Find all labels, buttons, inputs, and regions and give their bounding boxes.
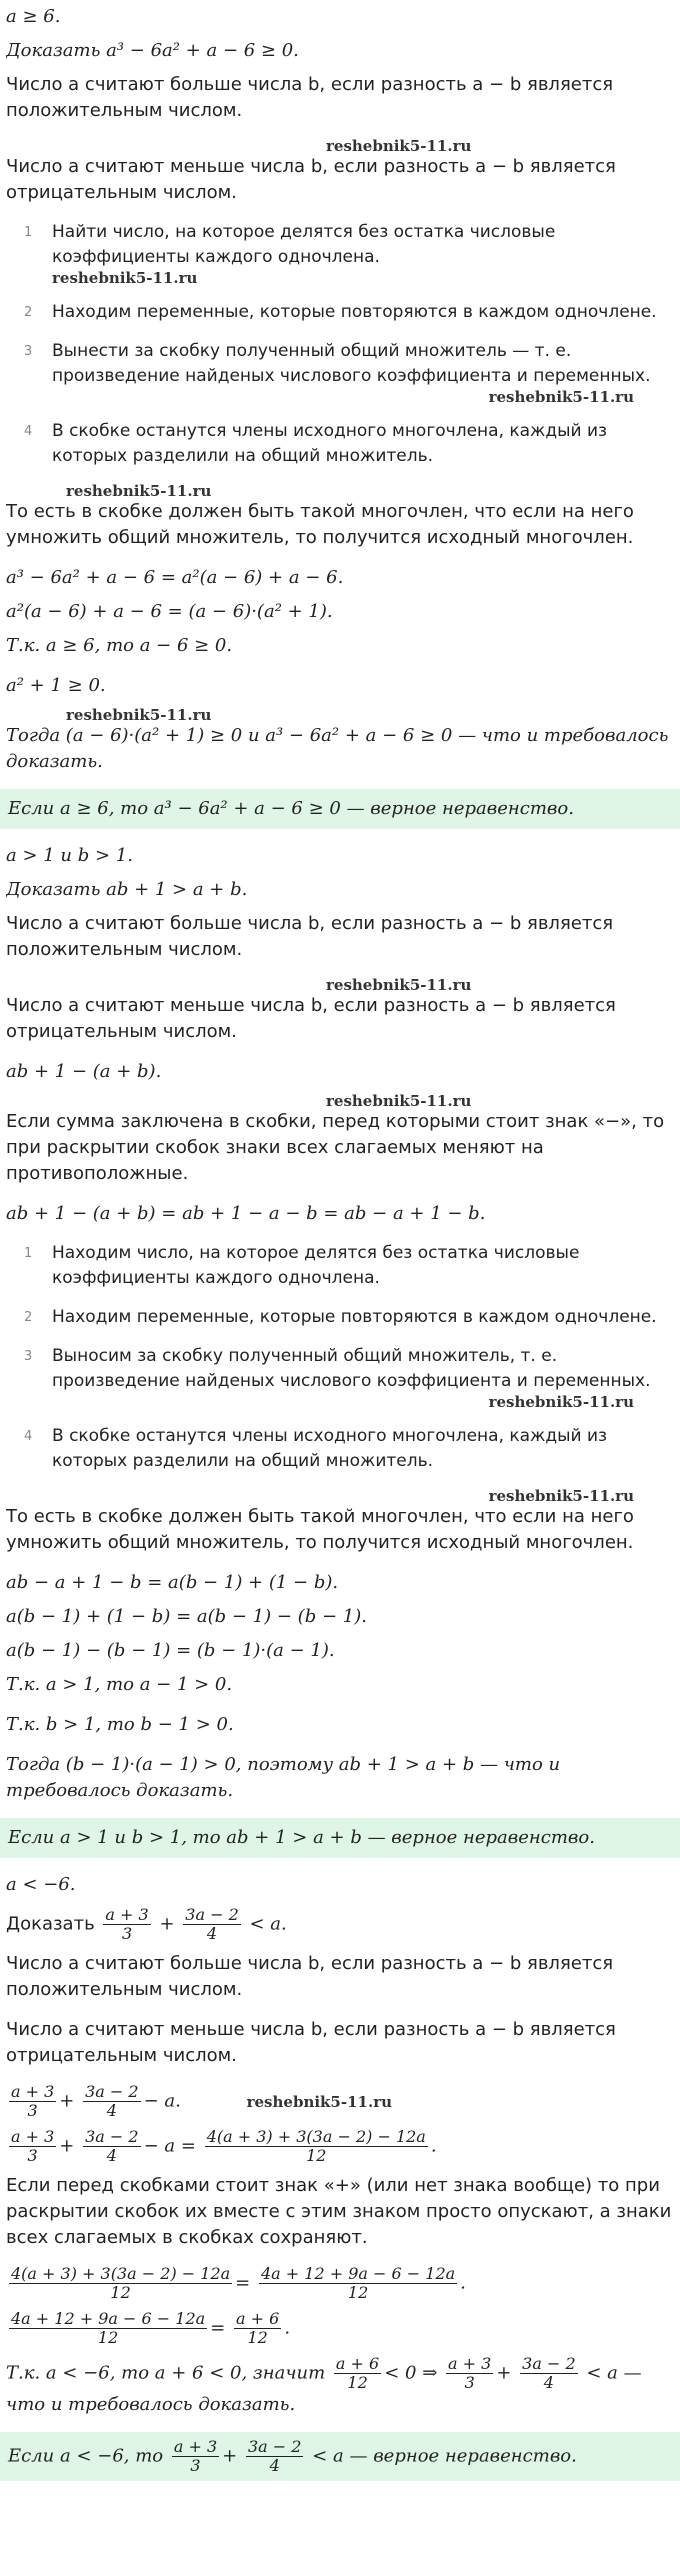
- prove-statement-1: Доказать a³ − 6a² + a − 6 ≥ 0.: [6, 40, 299, 61]
- result-box-2: Если a > 1 и b > 1, то ab + 1 > a + b — верное неравенство.: [0, 1818, 680, 1858]
- list-item: 3 Вынести за скобку полученный общий множитель — т. е. произведение найденых числового коэффициента и переменных. reshebnik5-11.ru: [24, 339, 674, 405]
- prove-statement-2: Доказать ab + 1 > a + b.: [6, 879, 248, 900]
- since-2a: Т.к. a > 1, то a − 1 > 0.: [6, 1674, 233, 1695]
- watermark: reshebnik5-11.ru: [66, 706, 212, 724]
- list-item: 2 Находим переменные, которые повторяются в каждом одночлене.: [24, 1307, 657, 1327]
- conclusion-3: Т.к. a < −6, то a + 6 < 0, значит $\frac{a + 6}{12}$ < 0 ⇒ $\frac{a + 3}{3}$ + $\frac{3a - 2}{4}$ < a — что и требовалось доказать.: [6, 2355, 642, 2415]
- watermark: reshebnik5-11.ru: [488, 1487, 634, 1505]
- bracket-rule-plus: Если перед скобками стоит знак «+» (или нет знака вообще) то при раскрытии скобок их вместе с этим знаком просто опускают, а знаки всех слагаемых в скобках сохраняют.: [6, 2175, 672, 2248]
- watermark: reshebnik5-11.ru: [246, 2092, 393, 2111]
- rule-greater-3: Число a считают больше числа b, если разность a − b является положительным числом.: [6, 1953, 614, 2000]
- rule-less-2: Число a считают меньше числа b, если разность a − b является отрицательным числом.: [6, 995, 616, 1042]
- explanation-1: То есть в скобке должен быть такой многочлен, что если на него умножить общий множитель, то получится исходный многочлен.: [6, 501, 634, 548]
- equation-2a: ab + 1 − (a + b) = ab + 1 − a − b = ab − a + 1 − b.: [6, 1203, 486, 1224]
- condition-1: a ≥ 6.: [6, 6, 61, 27]
- rule-less-1: Число a считают меньше числа b, если разность a − b является отрицательным числом.: [6, 156, 616, 203]
- difference-2: ab + 1 − (a + b).: [6, 1061, 162, 1082]
- factoring-steps-1: [6, 220, 674, 469]
- watermark: reshebnik5-11.ru: [326, 137, 472, 155]
- list-item: 4 В скобке останутся члены исходного многочлена, каждый из которых разделили на общий множитель.: [24, 421, 608, 466]
- condition-2: a > 1 и b > 1.: [6, 845, 133, 866]
- watermark: reshebnik5-11.ru: [326, 976, 472, 994]
- since-1: Т.к. a ≥ 6, то a − 6 ≥ 0.: [6, 635, 233, 656]
- equation-3a: $\frac{a + 3}{3}$ + $\frac{3a - 2}{4}$ − a = $\frac{4(a + 3) + 3(3a - 2) - 12a}{12}$ .: [11, 2128, 437, 2165]
- rule-greater-1: Число a считают больше числа b, если разность a − b является положительным числом.: [6, 74, 614, 121]
- condition-3: a < −6.: [6, 1874, 76, 1895]
- list-item: 1 Находим число, на которое делятся без остатка числовые коэффициенты каждого одночлена.: [24, 1243, 580, 1288]
- rule-greater-2: Число a считают больше числа b, если разность a − b является положительным числом.: [6, 913, 614, 960]
- equation-2c: a(b − 1) + (1 − b) = a(b − 1) − (b − 1).: [6, 1606, 367, 1627]
- equation-3c: $\frac{4a + 12 + 9a - 6 - 12a}{12}$ = $\frac{a + 6}{12}$ .: [11, 2310, 291, 2347]
- equation-1a: a³ − 6a² + a − 6 = a²(a − 6) + a − 6.: [6, 567, 344, 588]
- conclusion-2: Тогда (b − 1)·(a − 1) > 0, поэтому ab + 1 > a + b — что и требовалось доказать.: [6, 1754, 561, 1801]
- list-item: 2 Находим переменные, которые повторяются в каждом одночлене.: [24, 302, 657, 322]
- watermark: reshebnik5-11.ru: [326, 1092, 472, 1110]
- equation-3b: $\frac{4(a + 3) + 3(3a - 2) - 12a}{12}$ = $\frac{4a + 12 + 9a - 6 - 12a}{12}$ .: [11, 2265, 466, 2302]
- list-item: 3 Выносим за скобку полученный общий множитель, т. е. произведение найденых числового коэффициента и переменных. reshebnik5-11.ru: [24, 1344, 674, 1410]
- list-item: 4 В скобке останутся члены исходного многочлена, каждый из которых разделили на общий множитель.: [24, 1426, 608, 1471]
- rule-less-3: Число a считают меньше числа b, если разность a − b является отрицательным числом.: [6, 2019, 616, 2066]
- difference-3: $\frac{a + 3}{3}$ + $\frac{3a - 2}{4}$ − a. reshebnik5-11.ru: [11, 2083, 393, 2120]
- watermark: reshebnik5-11.ru: [488, 1393, 634, 1411]
- watermark: reshebnik5-11.ru: [488, 388, 634, 406]
- bracket-rule-minus: Если сумма заключена в скобки, перед которыми стоит знак «−», то при раскрытии скобок знаки всех слагаемых меняют на противоположные.: [6, 1111, 665, 1184]
- result-box-3: Если a < −6, то $\frac{a + 3}{3}$ + $\frac{3a - 2}{4}$ < a — верное неравенство.: [0, 2432, 680, 2481]
- watermark: reshebnik5-11.ru: [52, 269, 198, 287]
- equation-2d: a(b − 1) − (b − 1) = (b − 1)·(a − 1).: [6, 1640, 335, 1661]
- square-nonneg: a² + 1 ≥ 0.: [6, 675, 106, 696]
- factoring-steps-2: [6, 1241, 674, 1474]
- conclusion-1: Тогда (a − 6)·(a² + 1) ≥ 0 и a³ − 6a² + a − 6 ≥ 0 — что и требовалось доказать.: [6, 725, 669, 772]
- equation-1b: a²(a − 6) + a − 6 = (a − 6)·(a² + 1).: [6, 601, 333, 622]
- prove-statement-3: Доказать $\frac{a + 3}{3}$ + $\frac{3a - 2}{4}$ < a.: [6, 1906, 287, 1943]
- since-2b: Т.к. b > 1, то b − 1 > 0.: [6, 1714, 234, 1735]
- explanation-2: То есть в скобке должен быть такой многочлен, что если на него умножить общий множитель, то получится исходный многочлен.: [6, 1506, 634, 1553]
- watermark: reshebnik5-11.ru: [66, 482, 212, 500]
- equation-2b: ab − a + 1 − b = a(b − 1) + (1 − b).: [6, 1572, 339, 1593]
- list-item: 1 Найти число, на которое делятся без остатка числовые коэффициенты каждого одночлена. reshebnik5-11.ru: [24, 220, 674, 286]
- result-box-1: Если a ≥ 6, то a³ − 6a² + a − 6 ≥ 0 — верное неравенство.: [0, 789, 680, 829]
